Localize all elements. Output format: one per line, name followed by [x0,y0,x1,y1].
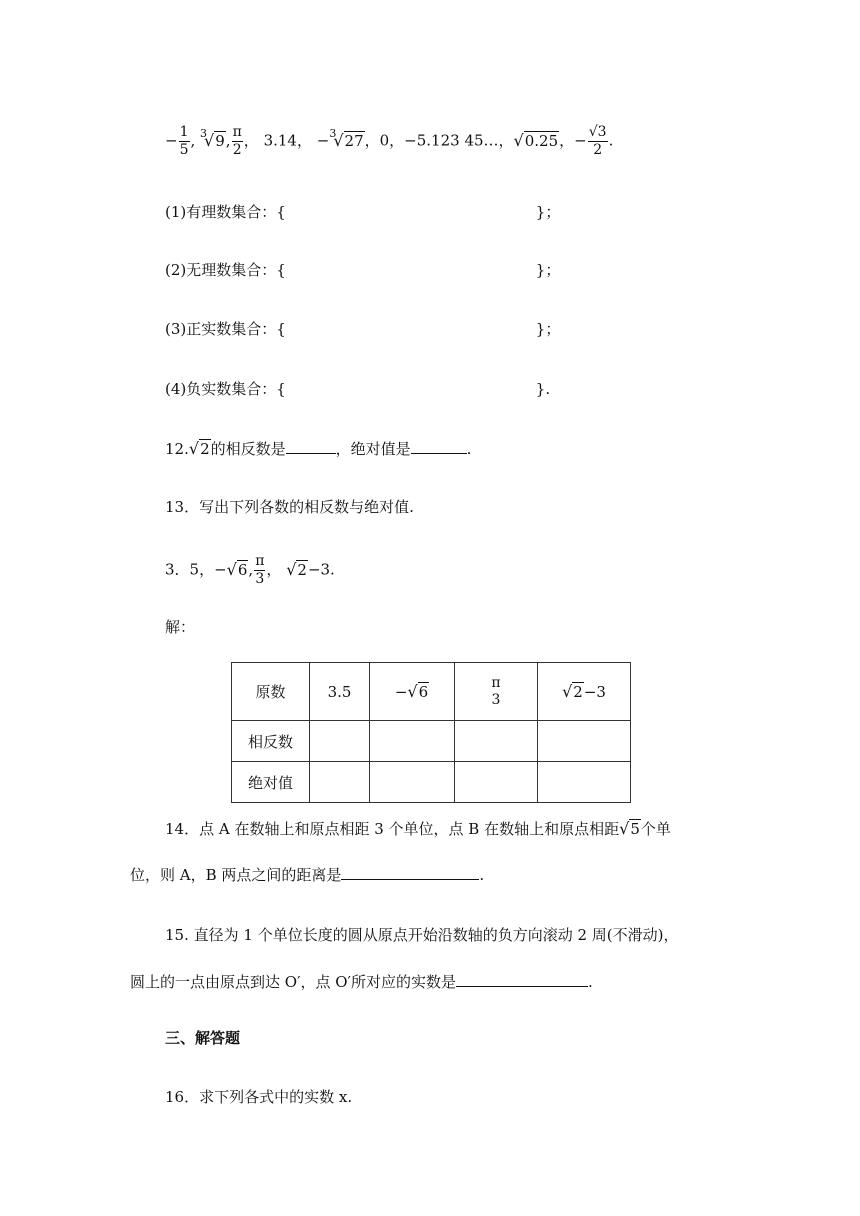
table-row-label: 绝对值 [232,762,310,803]
table-header-cell: √2−3 [538,663,631,721]
table-cell[interactable] [455,721,538,762]
minus-sign: − [316,131,330,150]
solution-label [165,617,195,637]
fraction-pi-over-2: $\frac{\pi}{2}$ [232,124,242,158]
number-tail: −3. [307,560,335,579]
solution-text: 解： [165,618,196,636]
section-title: 三、解答题 [165,1029,241,1047]
number-3-14: 3.14， [263,131,312,150]
table-cell[interactable] [370,721,455,762]
number-list: 3．5，− [165,560,227,579]
question-13-numbers: 3．5，−√6, $\frac{\pi}{3}$ ， √2−3. [165,553,335,587]
period: . [587,973,593,991]
number-list-middle: ，0，−5.123 45…， [364,131,514,150]
section-heading [165,1028,240,1048]
table-row-label: 相反数 [232,721,310,762]
table-header-cell: 原数 [232,663,310,721]
table-row [232,721,631,762]
question-text: 个单 [640,820,671,838]
question-text: ，绝对值是 [335,440,411,458]
set-label: (3)正实数集合：{ [165,320,286,338]
table-cell[interactable] [455,762,538,803]
q11-number-list: − $\frac{1}{5}$ , $^3$√9, $\frac{\pi}{2}$ ， 3.14， −$^3$√27，0，−5.123 45…，√0.25，− $\frac{√3}{2}$ . [165,124,614,158]
sqrt-2: √2 [188,439,210,458]
cube-root-27: $^3$√27 [329,126,364,150]
answer-blank-real-number[interactable] [456,971,588,987]
sqrt-2: √2 [286,559,307,579]
period: . [466,440,472,458]
minus-sign: ，− [559,131,587,150]
question-number: 12. [165,440,189,458]
table-cell[interactable] [310,721,370,762]
table-cell[interactable] [310,762,370,803]
fraction-sqrt3-over-2: $\frac{√3}{2}$ [588,124,607,158]
question-text: 13．写出下列各数的相反数与绝对值. [165,498,414,516]
table-cell[interactable] [370,762,455,803]
set-label: (1)有理数集合：{ [165,203,286,221]
set-label: (2)无理数集合：{ [165,261,286,279]
set-positive-real [165,319,560,339]
question-16 [165,1087,352,1107]
set-irrational [165,260,560,280]
question-text: 16．求下列各式中的实数 x. [165,1088,353,1106]
sqrt-6: √6 [226,559,248,579]
cube-root-9: $^3$√9 [200,126,225,150]
table-row [232,762,631,803]
set-close: }； [535,261,561,279]
set-close: }； [535,320,561,338]
answer-blank-opposite[interactable] [286,438,336,454]
question-15-line2 [130,971,593,992]
answer-blank-distance[interactable] [341,864,479,880]
table-cell[interactable] [538,721,631,762]
minus-sign: − [165,131,178,150]
question-text: 15. 直径为 1 个单位长度的圆从原点开始沿数轴的负方向滚动 2 周(不滑动)， [165,926,679,944]
table-header-cell: 3.5 [310,663,370,721]
answer-table [231,662,631,803]
sqrt-0-25: √0.25 [513,130,559,150]
table-header-cell: −√6 [370,663,455,721]
set-rational [165,202,560,222]
question-12 [165,438,471,459]
question-14-line1 [165,819,671,839]
set-close: }； [535,203,561,221]
comma: ， [266,560,282,579]
table-cell[interactable] [538,762,631,803]
fraction-one-fifth: $\frac{1}{5}$ [179,124,189,158]
set-label: (4)负实数集合：{ [165,380,286,398]
question-text: 圆上的一点由原点到达 O′，点 O′所对应的实数是 [130,973,456,991]
question-14-line2 [130,864,484,885]
question-13-title [165,497,414,517]
fraction-pi-over-3: $\frac{\pi}{3}$ [255,553,265,587]
answer-blank-absolute[interactable] [411,438,467,454]
question-text: 的相反数是 [210,440,286,458]
period: . [479,866,485,884]
sqrt-5: √5 [619,819,640,838]
question-15-line1 [165,925,679,945]
set-close: }. [535,380,551,398]
table-row [232,663,631,721]
table-header-cell: π 3 [455,663,538,721]
question-text: 位，则 A，B 两点之间的距离是 [130,866,342,884]
period: . [608,131,614,150]
question-text: 14．点 A 在数轴上和原点相距 3 个单位，点 B 在数轴上和原点相距 [165,820,620,838]
set-negative-real [165,379,550,399]
